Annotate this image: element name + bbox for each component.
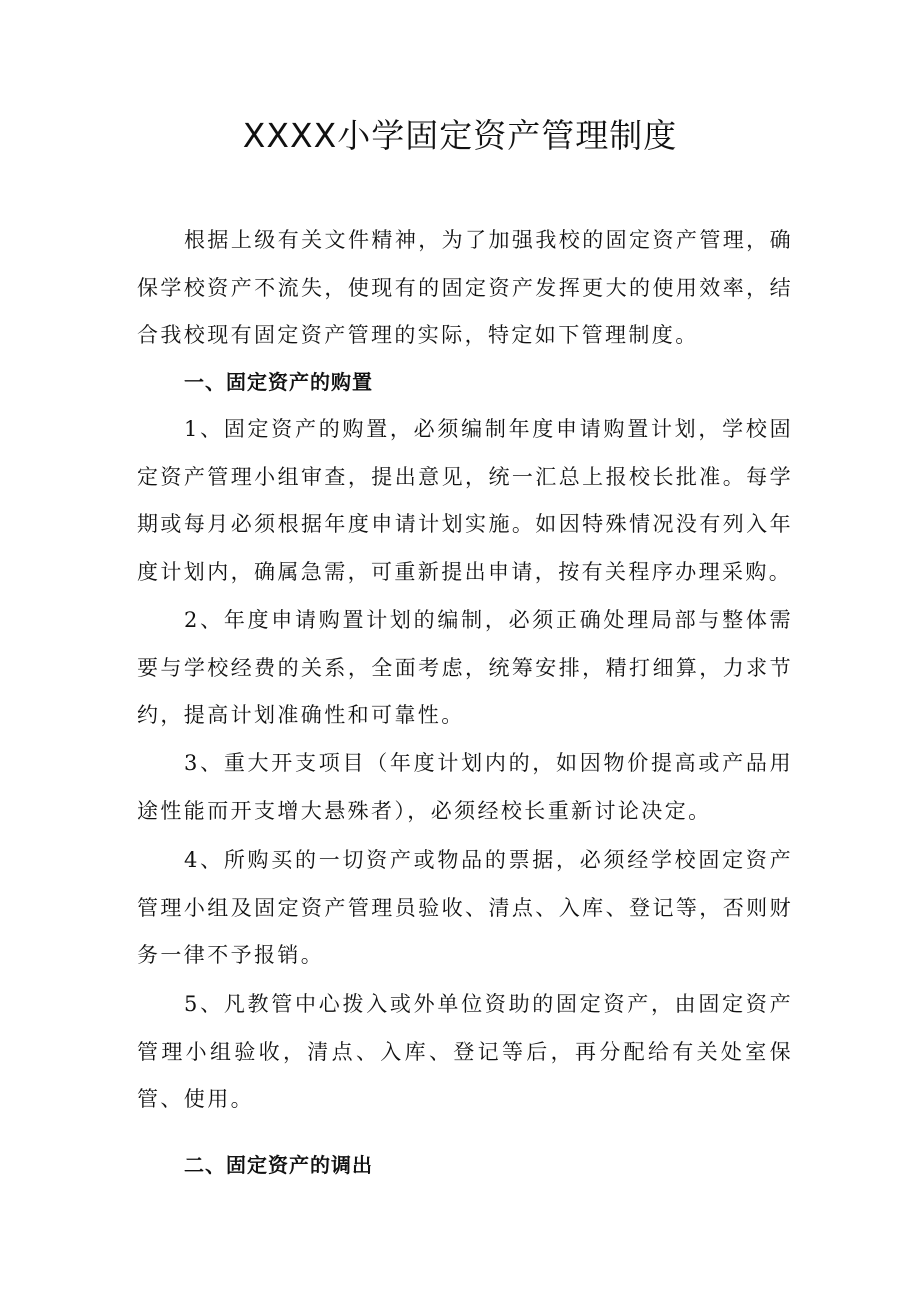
document-title: XXXX小学固定资产管理制度	[242, 116, 678, 155]
section-heading-purchase: 一、固定资产的购置	[184, 370, 373, 394]
section-heading-transfer: 二、固定资产的调出	[184, 1153, 373, 1177]
purchase-item-2: 2、年度申请购置计划的编制，必须正确处理局部与整体需要与学校经费的关系，全面考虑，统筹安排，精打细算，力求节约，提高计划准确性和可靠性。	[137, 608, 793, 727]
purchase-item-3: 3、重大开支项目（年度计划内的，如因物价提高或产品用途性能而开支增大悬殊者），必须经校长重新讨论决定。	[137, 751, 793, 823]
intro-paragraph: 根据上级有关文件精神，为了加强我校的固定资产管理，确保学校资产不流失，使现有的固定资产发挥更大的使用效率，结合我校现有固定资产管理的实际，特定如下管理制度。	[137, 228, 793, 347]
purchase-item-4: 4、所购买的一切资产或物品的票据，必须经学校固定资产管理小组及固定资产管理员验收、清点、入库、登记等，否则财务一律不予报销。	[137, 848, 793, 967]
purchase-item-5: 5、凡教管中心拨入或外单位资助的固定资产，由固定资产管理小组验收，清点、入库、登记等后，再分配给有关处室保管、使用。	[137, 992, 793, 1111]
purchase-item-1: 1、固定资产的购置，必须编制年度申请购置计划，学校固定资产管理小组审查，提出意见，统一汇总上报校长批准。每学期或每月必须根据年度申请计划实施。如因特殊情况没有列入年度计划内，确属急需，可重新提出申请，按有关程序办理采购。	[137, 417, 793, 584]
